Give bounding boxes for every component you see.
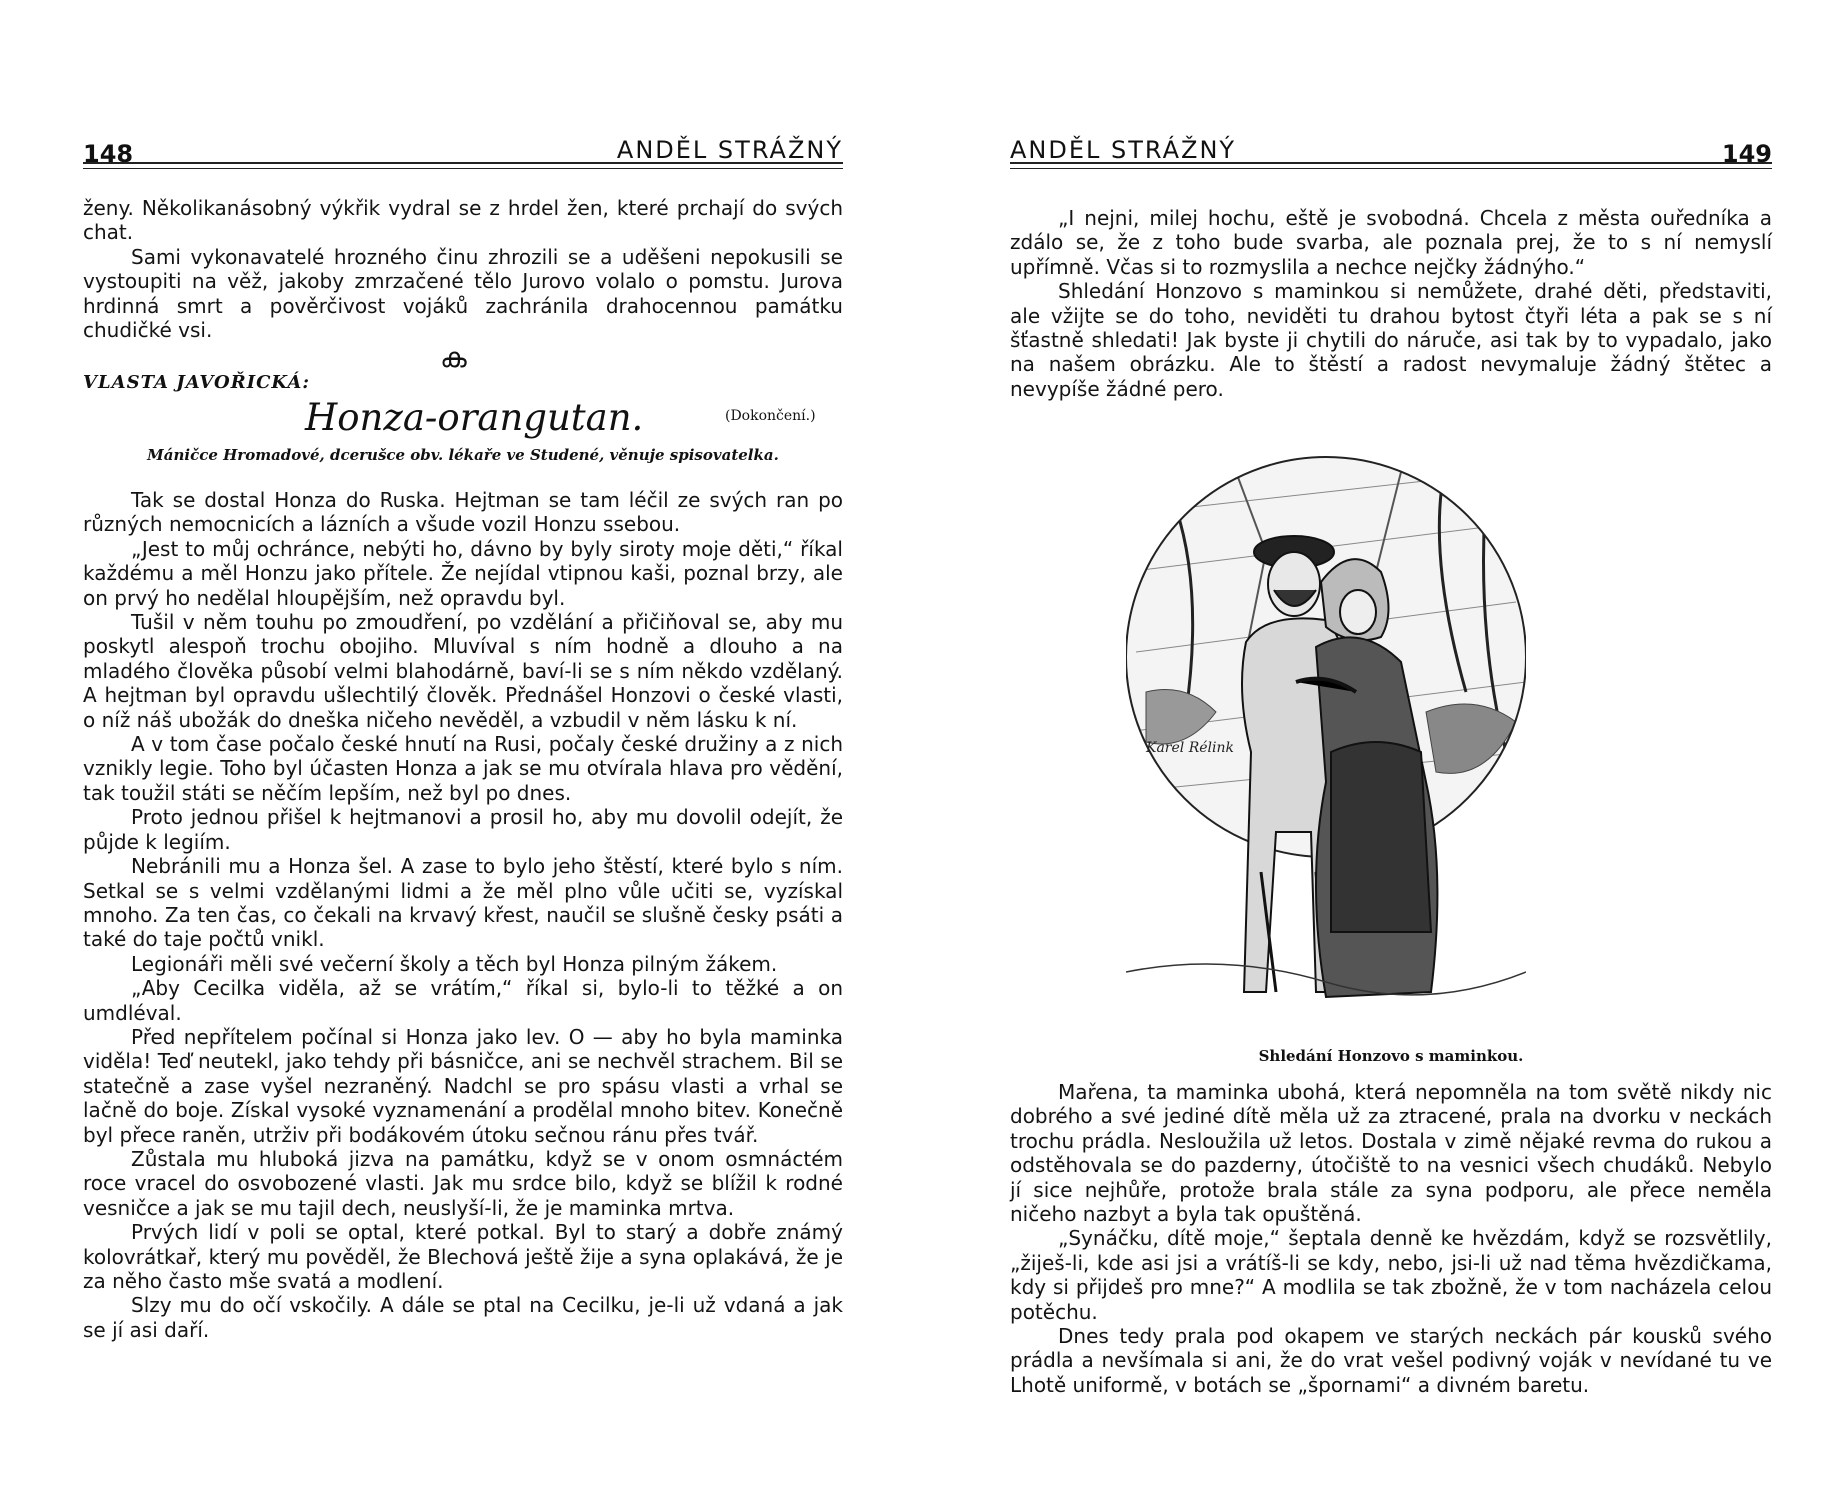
header-rule (1010, 162, 1772, 164)
paragraph: Zůstala mu hluboká jizva na památku, když se v onom osmnáctém roce vracel do osvobozené vlasti. Jak mu srdce bilo, když se blížil k rodné vesničce a jak se mu tajil dech, neuslyší-li, že je maminka mrtva. (83, 1146, 843, 1220)
header-rule-thin (83, 168, 843, 169)
paragraph: Tušil v něm touhu po zmoudření, po vzdělání a přičiňoval se, aby mu poskytl alespoň trochu obojiho. Mluvíval s ním hodně a dlouho a na mladého člověka působí velmi blahodárně, baví-li se s ním někdo vzdělaný. A hejtman byl opravdu ušlechtilý člověk. Přednášel Honzovi o české vlasti, o níž náš ubožák do dneška ničeho nevěděl, a vzbudil v něm lásku k ní. (83, 610, 843, 732)
paragraph: Shledání Honzovo s maminkou si nemůžete, drahé děti, představiti, ale vžijte se do toho, neviděti tu drahou bytost čtyři léta a pak se s ní šťastně shledati! Jak byste ji chytili do náruče, asi tak by to vypadalo, jako na našem obrázku. Ale to štěstí a radost nevymaluje žádný štětec a nevypíše žádné pero. (1010, 279, 1772, 401)
paragraph: „Synáčku, dítě moje,“ šeptala denně ke hvězdám, když se rozsvětlily, „žiješ-li, kde asi jsi a vrátíš-li se kdy, nebo, jsi-li už nad těma hvězdičkama, kdy si přijdeš pro mne?“ A modlila se tak zbožně, že v tom nacházela celou potěchu. (1010, 1226, 1772, 1324)
ornament-divider: ക (440, 341, 467, 374)
header-title: ANDĚL STRÁŽNÝ (616, 136, 843, 164)
page-number: 148 (83, 140, 134, 168)
illustration-signature: Karel Rélink (1146, 740, 1234, 756)
paragraph: Nebránili mu a Honza šel. A zase to bylo jeho štěstí, které bylo s ním. Setkal se s velmi vzdělanými lidmi a že měl plno vůle učiti se, vyzískal mnoho. Za ten čas, co čekali na krvavý křest, naučil se slušně česky psáti a také do taje počtů vnikl. (83, 854, 843, 952)
paragraph: Legionáři měli své večerní školy a těch byl Honza pilným žákem. (131, 951, 778, 976)
paragraph: Tak se dostal Honza do Ruska. Hejtman se tam léčil ze svých ran po různých nemocnicích a lázních a všude vozil Honzu ssebou. (83, 488, 843, 537)
paragraph: Slzy mu do očí vskočily. A dále se ptal na Cecilku, je-li už vdaná a jak se jí asi daří. (83, 1293, 843, 1342)
header-title: ANDĚL STRÁŽNÝ (1010, 136, 1237, 164)
dedication: Máničce Hromadové, dcerušce obv. lékaře ve Studené, věnuje spisovatelka. (147, 446, 779, 464)
page-number: 149 (1721, 140, 1772, 168)
story-text (83, 488, 843, 1342)
paragraph: „Jest to můj ochránce, nebýti ho, dávno by byly siroty moje děti,“ říkal každému a měl Honzu jako přítele. Že nejídal vtipnou kaši, poznal brzy, ale on prvý ho nedělal hloupějším, než opravdu byl. (83, 536, 843, 610)
header-rule-thin (1010, 168, 1772, 169)
paragraph: Proto jednou přišel k hejtmanovi a prosil ho, aby mu dovolil odejít, že půjde k legiím. (83, 805, 843, 854)
paragraph: A v tom čase počalo české hnutí na Rusi, počaly české družiny a z nich vznikly legie. Toho byl účasten Honza a jak se mu otvírala hlava pro vědění, tak toužil státi se něčím lepším, než byl po dnes. (83, 732, 843, 805)
paragraph: ženy. Několikanásobný výkřik vydral se z hrdel žen, které prchají do svých chat. (83, 196, 843, 245)
right-page (920, 0, 1840, 1500)
header-rule (83, 162, 843, 164)
story-author: VLASTA JAVOŘICKÁ: (83, 372, 310, 393)
paragraph: Dnes tedy prala pod okapem ve starých neckách pár kousků svého prádla a nevšímala si ani, že do vrat vešel podivný voják v nevídané tu ve Lhotě uniformě, v botách se „špornami“ a divném baretu. (1010, 1324, 1772, 1397)
paragraph: Prvých lidí v poli se optal, které potkal. Byl to starý a dobře známý kolovrátkař, který mu pověděl, že Blechová ještě žije a syna oplakává, že je za něho často mše svatá a modlení. (83, 1220, 843, 1293)
paragraph: Sami vykonavatelé hrozného činu zhrozili se a uděšeni nepokusili se vystoupiti na věž, jakoby zmrzačené tělo Jurovo volalo o pomstu. Jurova hrdinná smrt a pověrčivost vojáků zachránila drahocennou památku chudičké vsi. (83, 244, 843, 343)
bottom-text (1010, 1080, 1772, 1397)
top-text (1010, 206, 1772, 401)
paragraph: Před nepřítelem počínal si Honza jako lev. O — aby ho byla maminka viděla! Teď neutekl, jako tehdy při básničce, ani se nechvěl strachem. Bil se statečně a zase vyšel nezraněný. Nadchl se pro spásu vlasti a vrhal se lačně do boje. Získal vysoké vyznamenání a prodělal mnoho bitev. Konečně byl přece raněn, utrživ při bodákovém útoku sečnou ránu přes tvář. (83, 1024, 843, 1147)
illustration-caption: Shledání Honzovo s maminkou. (1258, 1047, 1524, 1065)
paragraph: Mařena, ta maminka ubohá, která nepomněla na tom světě nikdy nic dobrého a své jediné dítě měla už za ztracené, prala na dvorku v neckách trochu prádla. Nesloužila už letos. Dostala v zimě nějaké revma do rukou a odstěhovala se do pazderny, útočiště to na vesnici všech chudáků. Nebylo jí sice nejhůře, protože brala stále za syna podporu, ale přece neměla ničeho nazbyt a byla tak opuštěná. (1010, 1080, 1772, 1227)
opening-text (83, 196, 843, 342)
illustration-reunion (1126, 452, 1526, 1032)
paragraph: „I nejni, milej hochu, eště je svobodná. Chcela z města ouředníka a zdálo se, že z toho bude svarba, ale poznala prej, že to s ní nemyslí upřímně. Včas si to rozmyslila a nechce nejčky žádnýho.“ (1010, 206, 1772, 279)
story-title: Honza-orangutan. (305, 396, 644, 439)
paragraph: „Aby Cecilka viděla, až se vrátím,“ říkal si, bylo-li to těžké a on umdléval. (83, 976, 843, 1025)
continuation-note: (Dokončení.) (725, 408, 816, 424)
